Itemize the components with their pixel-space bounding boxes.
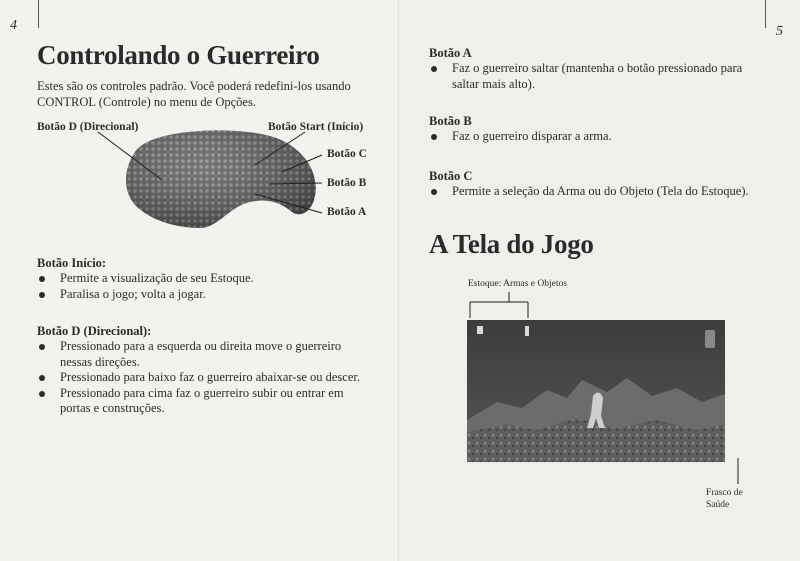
start-button-list <box>37 271 367 302</box>
label-button-a: Botão A <box>327 206 367 218</box>
intro-text: Estes são os controles padrão. Você poderá redefini-los usando CONTROL (Controle) no menu de Opções. <box>37 79 351 109</box>
page-number-right: 5 <box>776 24 783 39</box>
label-button-c: Botão C <box>327 148 367 160</box>
label-start: Botão Start (Início) <box>268 121 364 133</box>
button-b-list <box>429 129 769 145</box>
list-item: Pressionado para baixo faz o guerreiro abaixar-se ou descer. <box>37 370 375 386</box>
button-a-list <box>429 61 769 92</box>
label-button-b: Botão B <box>327 177 367 189</box>
section-title-start: Botão Início: <box>37 256 107 270</box>
left-page <box>0 0 399 561</box>
list-item: Faz o guerreiro disparar a arma. <box>429 129 769 145</box>
section-title-button-a: Botão A <box>429 46 472 60</box>
dpad-list <box>37 339 375 417</box>
list-item: Faz o guerreiro saltar (mantenha o botão pressionado para saltar mais alto). <box>429 61 769 92</box>
health-label: Frasco de Saúde <box>706 488 743 510</box>
game-screen-title: A Tela do Jogo <box>429 229 594 259</box>
list-item: Permite a visualização de seu Estoque. <box>37 271 367 287</box>
button-c-list <box>429 184 774 200</box>
page-edge-mark <box>765 0 766 28</box>
section-title-button-c: Botão C <box>429 169 473 183</box>
page-title: Controlando o Guerreiro <box>37 40 320 70</box>
label-dpad: Botão D (Direcional) <box>37 121 139 133</box>
page-number-left: 4 <box>10 18 17 33</box>
list-item: Permite a seleção da Arma ou do Objeto (Tela do Estoque). <box>429 184 774 200</box>
page-edge-mark <box>38 0 39 28</box>
section-title-dpad: Botão D (Direcional): <box>37 324 152 338</box>
inventory-label: Estoque: Armas e Objetos <box>468 279 567 289</box>
game-screenshot <box>467 320 725 462</box>
list-item: Pressionado para a esquerda ou direita move o guerreiro nessas direções. <box>37 339 375 370</box>
section-title-button-b: Botão B <box>429 114 472 128</box>
list-item: Paralisa o jogo; volta a jogar. <box>37 287 367 303</box>
list-item: Pressionado para cima faz o guerreiro subir ou entrar em portas e construções. <box>37 386 375 417</box>
